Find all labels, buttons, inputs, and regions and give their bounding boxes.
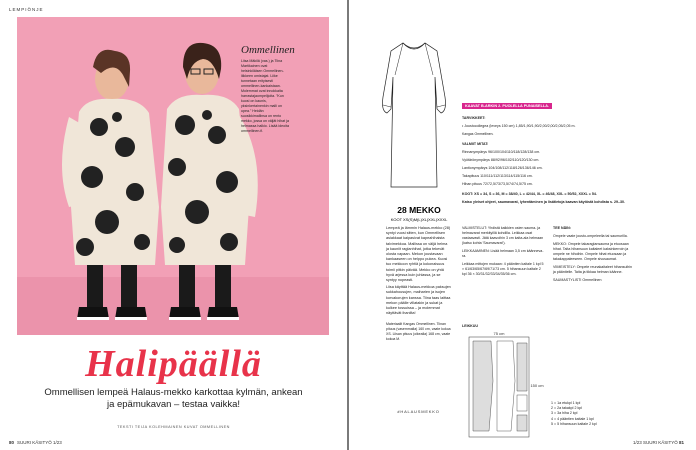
magazine-name: 1/23 SUURI KÄSITYÖ: [632, 440, 678, 445]
measurement-row: Lantionympärys 104/108/112/118/126/136/146 cm.: [462, 166, 543, 170]
sidebar-text: Liisa Mäkilä (vas.) ja Tiina Martikainen ovat helsinkiläisen Ommellinen-liikkeen omistajat. Liike tunnetaan erityisesti ommellinen-kankaistaan. Molemmat ovat innokkaita harrastajaompelijoita. "Kun kuosi on kaunis, yksinkertainenkin malli on upea." Heidän suosikkimallinsa on rento mekko, jossa on väljät hihat ja helmassa halkio. Lisää ideoita ommellinen.fi.: [241, 59, 289, 133]
measurement-row: Hihan pituus 72/72,5/73/73,5/74/74,5/75 cm.: [462, 182, 533, 186]
cutting-legend: [551, 401, 636, 427]
legend-item: 5 = 5 hihansuun kaitale 2 kpl: [551, 421, 597, 426]
finishing-text: VIIMEISTELY: Ompele reunakaitaleet hihansuihin ja pääntielle. Taita ja tikkaa helman käänne.: [553, 265, 633, 274]
deck: Ommellisen lempeä Halaus-mekko karkottaa kylmän, ankean ja epämukavan – testaa vaikka!: [44, 387, 303, 410]
tee-nain-title: TEE NÄIN:: [553, 226, 571, 230]
legend-item: 2 = 2a takakpl 2 kpl: [551, 406, 583, 411]
cutting-layout-title: LEIKKUU: [462, 324, 478, 328]
model-title: 28 MEKKO: [397, 205, 441, 215]
right-page: [349, 0, 696, 450]
left-page: [0, 0, 347, 450]
legend-item: 3 = 3a hiha 2 kpl: [551, 411, 578, 416]
intro-text: Lempeä ja lämmin Halaus-mekko (28) syntyi vuosi sitten, kun Ommellisen asiakkaat kaipasivat kapeahihaista talvimekkoa. Mallissa on väljä helma ja kauniit raglanhihat, jotka tekevät olosta vapaan. Mekon joustavaan kankaaseen on helppo pukea. Kuosi tuo mekkoon ryhtiä ja kokonaisuus toimii pitkin päivää. Mekko on yhtä hyvä arjessa kuin juhlassa, ja se syntyy nopeasti.: [386, 226, 451, 283]
page-number: 81: [678, 440, 684, 445]
legend-item: 1 = 1a etukpl 1 kpl: [551, 401, 581, 405]
measurement-row: Vyötärönympärys 88/92/96/102/110/120/130 cm.: [462, 158, 540, 162]
cutting-layout-diagram: [461, 331, 545, 441]
model-sizes: KOOT XS(S)M(L)XL(XXL)XXXL: [390, 217, 448, 222]
dress-sketch: [379, 37, 449, 197]
measurement-row: Rinnanympärys 96/100/104/110/118/128/138 cm.: [462, 150, 541, 154]
cut-measures-text: Leikkaa mittojen mukaan: 4 pääntien kaitale 1 kpl 5 × 61/63/65/67/69/71/73 cm. 5 hihansuun kaitale 2 kpl 36 × 30/31/32/33/34/35/36 cm.: [462, 262, 544, 276]
layout-width-label: 75 cm: [493, 331, 505, 336]
credit-text: SAUMASTYLISTI Ommellinen: [553, 278, 602, 282]
instructions-top: [462, 116, 634, 208]
hashtag: #HALAUSMEKKO: [397, 409, 440, 414]
intro-column: [386, 226, 451, 344]
sidebar-box: [241, 44, 295, 134]
tee-nain-text: Ompele vaate jousto-ompeleella tai saumurilla.: [553, 234, 628, 238]
valmistelut-text: VALMISTELUT: Yhdistä kaikkien osien sauma- ja helmavarat merkityillä kohdilla. Leikkaa osat vastaavasti. Jätä kaavoihin 3 cm kaita-ala helmaan (katso kohta 'Saumavarat').: [462, 226, 544, 245]
measurements-list: [462, 150, 634, 187]
folio-left: [9, 440, 62, 445]
pattern-heading: KAAVAT B-ARKIN 2. PUOLELLA PUNAISELLA.: [462, 103, 552, 109]
page-number: 80: [9, 440, 15, 445]
legend-item: 4 = 4 pääntien kaitale 1 kpl: [551, 416, 594, 421]
credits: TEKSTI TEIJA KOLEHMAINEN KUVAT OMMELLINEN: [117, 425, 230, 429]
mekko-steps: MEKKO: Ompele takaraglansauma ja etuosaan hihat. Taita hihansuun kaitaleet kaksinkerroin ja ompele ne hihoihin. Ompele hihat etuosaan ja takakappaleeseen. Ompele sivusaumat.: [553, 242, 629, 261]
measurement-row: Takapituus 110/111/112/113/114/115/116 cm.: [462, 174, 533, 178]
general-note: Katso yleiset ohjeet, saumavarat, lyhentäminen ja lisätietoja kaavan käytöstä kohdista s. 29–30.: [462, 200, 625, 204]
materials-text: Materiaalit Kangas Ommellinen. Tiinan pituus (vasemmalla) 160 cm, vaate kokoa XS. Liisan pituus (oikealla) 168 cm, vaate kokoa M.: [386, 322, 451, 341]
tarvikkeet-text: • Joustocollegea (leveys 150 cm) 1,85/1,90/1,90/2,00/2,00/2,05/2,05 m.: [462, 124, 576, 128]
headline: Halipäällä: [85, 343, 262, 385]
mitat-heading: VALMIIT MITAT:: [462, 142, 489, 146]
cutting-column: [462, 226, 544, 280]
sidebar-title: Ommellinen: [241, 44, 295, 56]
layout-height-label: 150 cm: [530, 383, 544, 388]
sizes-line: KOOT: XS = 34, S = 36, M = 38/40, L = 42/44, XL = 46/48, XXL = 50/52, XXXL = 54.: [462, 192, 597, 196]
intro-text-2: Liisa käyttää Halaus-mekkoa paksujen sukkahousujen, maiharien ja isojen korvakorujen kanssa. Tiina taas laittaa mekon päälle villatakin ja sukat ja kulkee tossuissa – ja molemmat näyttävät ihanilta!: [386, 285, 451, 316]
sewing-column: [553, 226, 633, 286]
folio-right: [633, 440, 687, 445]
leikkaaminen-text: LEIKKAAMINEN: Lisää helmaan 3,5 cm käännevara.: [462, 249, 544, 258]
tarvikkeet-note: Kangas Ommellinen.: [462, 132, 494, 136]
running-head: LEMPIÖNJE: [9, 7, 44, 12]
tarvikkeet-heading: TARVIKKEET:: [462, 116, 486, 120]
model-block: [389, 205, 449, 222]
magazine-name: SUURI KÄSITYÖ 1/23: [17, 440, 62, 445]
